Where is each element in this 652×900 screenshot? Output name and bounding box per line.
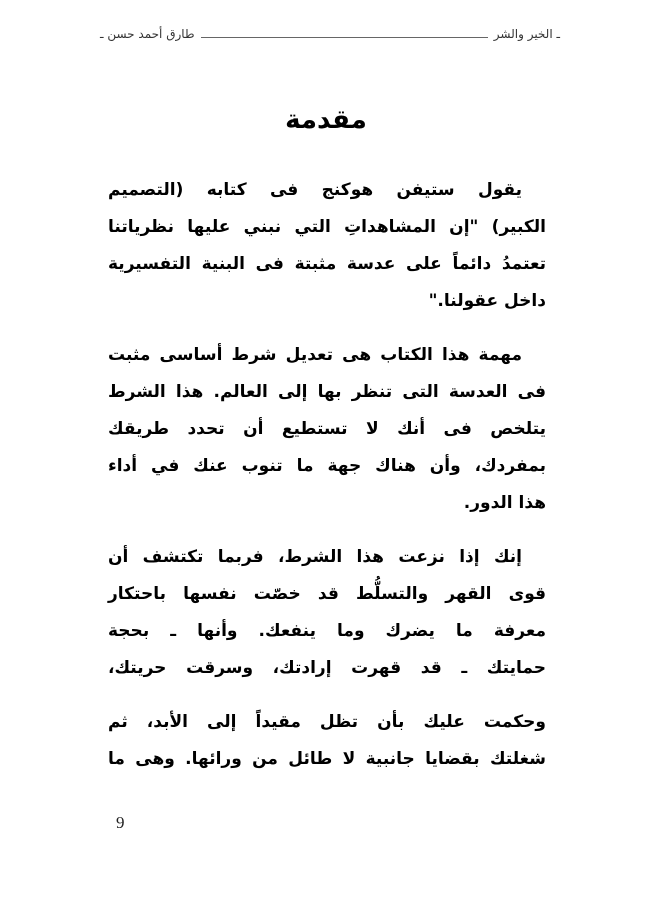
text-line: بمفردك، وأن هناك جهة ما تنوب عنك في أداء — [108, 456, 546, 476]
text-line: فى العدسة التى تنظر بها إلى العالم. هذا الشرط — [108, 382, 546, 402]
header-rule — [201, 37, 488, 38]
page-number: 9 — [116, 813, 125, 832]
text-line: يتلخص فى أنك لا تستطيع أن تحدد طريقك — [108, 419, 546, 439]
text-line: الكبير) "إن المشاهداتِ التي نبني عليها نظرياتنا — [108, 217, 546, 237]
chapter-title: مقدمة — [285, 105, 367, 135]
header-author: طارق أحمد حسن ـ — [100, 27, 195, 41]
paragraph-4 — [108, 704, 546, 778]
running-header — [100, 24, 560, 44]
text-line: داخل عقولنا." — [428, 291, 546, 311]
paragraph-2 — [108, 337, 546, 522]
text-line: إنك إذا نزعت هذا الشرط، فربما تكتشف أن — [108, 547, 522, 567]
text-line: وحكمت عليك بأن تظل مقيداً إلى الأبد، ثم — [108, 712, 546, 732]
text-line: يقول ستيفن هوكنج فى كتابه (التصميم — [108, 180, 522, 200]
text-line: تعتمدُ دائماً على عدسة مثبتة فى البنية التفسيرية — [108, 254, 546, 274]
body-text — [108, 172, 546, 795]
paragraph-1 — [108, 172, 546, 320]
text-line: معرفة ما يضرك وما ينفعك. وأنها ـ بحجة — [108, 621, 546, 641]
text-line: قوى القهر والتسلُّط قد خصّت نفسها باحتكار — [108, 584, 546, 604]
text-line: مهمة هذا الكتاب هى تعديل شرط أساسى مثبت — [108, 345, 522, 365]
text-line: شغلتك بقضايا جانبية لا طائل من ورائها. وهى ما — [108, 749, 546, 769]
text-line: حمايتك ـ قد قهرت إرادتك، وسرقت حريتك، — [108, 658, 546, 678]
text-line: هذا الدور. — [463, 493, 546, 513]
header-book-title: ـ الخير والشر — [493, 27, 560, 41]
paragraph-3 — [108, 539, 546, 687]
